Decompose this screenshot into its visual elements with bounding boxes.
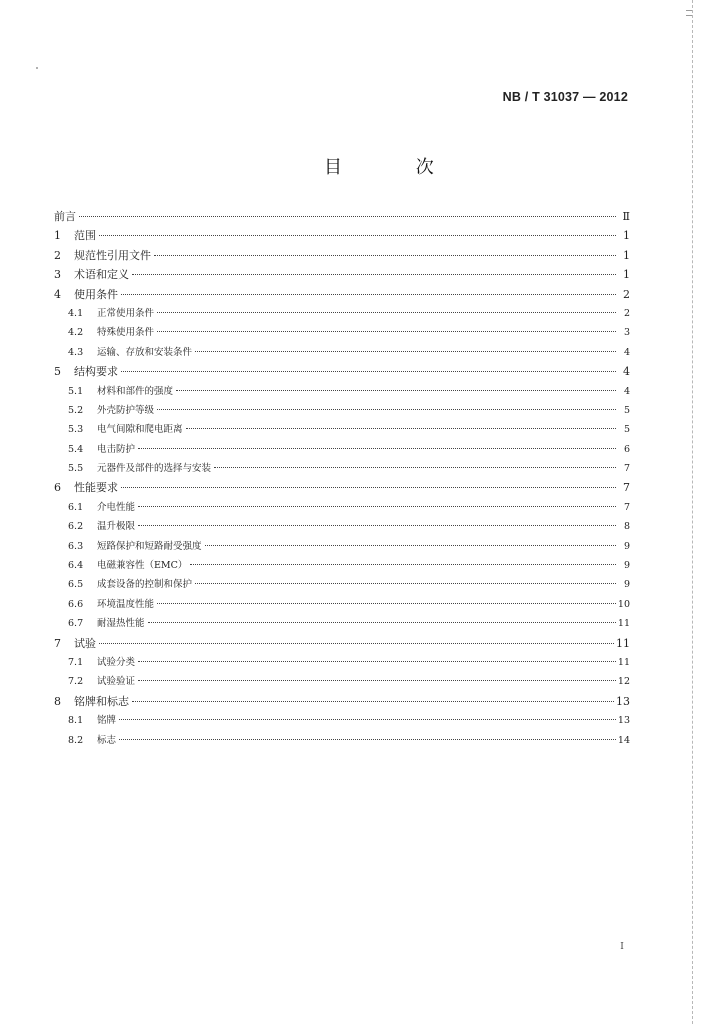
- toc-entry-page: 13: [617, 715, 630, 727]
- toc-dot-leader: [121, 294, 616, 295]
- toc-entry-number: 7.1: [68, 656, 84, 668]
- toc-entry-page: 6: [623, 443, 630, 455]
- toc-entry-number: 5: [54, 365, 61, 379]
- toc-entry-title: 前言: [54, 210, 76, 223]
- toc-entry-title: 铭牌: [97, 715, 117, 727]
- toc-entry-page: 10: [617, 598, 630, 610]
- toc-entry: [54, 343, 630, 362]
- scan-speck: [36, 67, 38, 69]
- toc-dot-leader: [119, 719, 616, 720]
- toc-dot-leader: [138, 448, 616, 449]
- toc-entry-number: 4.2: [68, 327, 84, 339]
- toc-entry-page: Ⅱ: [622, 210, 630, 223]
- toc-entry-page: 12: [617, 676, 630, 688]
- toc-entry: [54, 537, 630, 556]
- toc-entry-page: 9: [623, 579, 630, 591]
- toc-entry-title: 外壳防护等级: [97, 404, 155, 416]
- toc-entry: [54, 498, 630, 517]
- toc-entry-number: 7: [54, 636, 61, 650]
- toc-dot-leader: [138, 661, 616, 662]
- toc-entry-title: 成套设备的控制和保护: [97, 579, 193, 591]
- toc-entry-page: 5: [623, 424, 630, 436]
- toc-entry-number: 6.4: [68, 560, 84, 572]
- toc-entry-page: 13: [616, 694, 630, 708]
- toc-entry-number: 5.2: [68, 404, 84, 416]
- toc-entry-number: 8: [54, 694, 61, 708]
- toc-entry-title: 特殊使用条件: [97, 327, 155, 339]
- toc-entry-number: 6.6: [68, 598, 84, 610]
- toc-dot-leader: [99, 643, 614, 644]
- toc-entry-number: 5.4: [68, 443, 84, 455]
- toc-dot-leader: [99, 235, 616, 236]
- toc-entry-page: 1: [623, 229, 630, 243]
- toc-entry-page: 9: [623, 560, 630, 572]
- toc-entry: [54, 440, 630, 459]
- toc-entry: [54, 382, 630, 401]
- toc-entry-number: 1: [54, 229, 61, 243]
- toc-entry-page: 8: [623, 521, 630, 533]
- toc-entry: [54, 265, 630, 284]
- toc-entry: [54, 692, 630, 711]
- toc-entry-number: 5.5: [68, 463, 84, 475]
- toc-entry-page: 3: [623, 327, 630, 339]
- toc-entry-number: 5.1: [68, 385, 84, 397]
- toc-entry: [54, 731, 630, 750]
- toc-dot-leader: [157, 409, 616, 410]
- toc-entry-page: 11: [617, 618, 630, 630]
- toc-entry: [54, 226, 630, 245]
- document-code: NB / T 31037 — 2012: [502, 90, 628, 104]
- toc-dot-leader: [214, 467, 616, 468]
- toc-entry-page: 9: [623, 540, 630, 552]
- toc-entry-number: 4: [54, 287, 61, 301]
- toc-entry-page: 4: [623, 346, 630, 358]
- toc-entry-title: 术语和定义: [74, 268, 129, 282]
- table-of-contents: [54, 207, 630, 750]
- toc-entry-page: 11: [617, 656, 630, 668]
- toc-entry-title: 性能要求: [74, 481, 118, 495]
- scan-edge-line: [692, 0, 693, 1024]
- toc-entry: [54, 459, 630, 478]
- toc-entry-number: 6.3: [68, 540, 84, 552]
- toc-entry: [54, 517, 630, 536]
- corner-mark: [686, 10, 692, 16]
- toc-entry-page: 14: [617, 734, 630, 746]
- toc-entry-number: 6: [54, 481, 61, 495]
- toc-entry-title: 材料和部件的强度: [97, 385, 174, 397]
- toc-dot-leader: [205, 545, 616, 546]
- toc-entry-page: 7: [623, 501, 630, 513]
- toc-entry-title: 介电性能: [97, 501, 136, 513]
- toc-dot-leader: [138, 525, 616, 526]
- toc-entry: [54, 478, 630, 497]
- toc-entry-number: 8.1: [68, 715, 84, 727]
- toc-dot-leader: [157, 331, 616, 332]
- toc-entry-page: 4: [623, 385, 630, 397]
- toc-entry-number: 6.2: [68, 521, 84, 533]
- toc-entry-title: 范围: [74, 229, 96, 243]
- toc-entry-title: 结构要求: [74, 365, 118, 379]
- page-number: I: [620, 942, 624, 952]
- toc-dot-leader: [121, 371, 616, 372]
- toc-entry: [54, 304, 630, 323]
- toc-dot-leader: [190, 564, 616, 565]
- toc-entry: [54, 575, 630, 594]
- toc-entry-title: 电磁兼容性（EMC）: [97, 560, 188, 572]
- toc-entry-title: 使用条件: [74, 287, 118, 301]
- toc-dot-leader: [138, 506, 616, 507]
- toc-entry: [54, 401, 630, 420]
- toc-entry: [54, 285, 630, 304]
- toc-dot-leader: [176, 390, 616, 391]
- toc-entry-title: 元器件及部件的选择与安装: [97, 463, 212, 475]
- toc-entry: [54, 653, 630, 672]
- toc-entry-title: 耐湿热性能: [97, 618, 145, 630]
- toc-entry-title: 正常使用条件: [97, 307, 155, 319]
- toc-entry-title: 标志: [97, 734, 117, 746]
- toc-entry-number: 5.3: [68, 424, 84, 436]
- toc-entry-number: 4.1: [68, 307, 84, 319]
- toc-dot-leader: [119, 739, 616, 740]
- toc-entry-number: 7.2: [68, 676, 84, 688]
- toc-title: 目 次: [324, 157, 468, 178]
- toc-entry-page: 7: [623, 481, 630, 495]
- toc-entry-title: 温升极限: [97, 521, 136, 533]
- toc-dot-leader: [195, 351, 616, 352]
- toc-entry-number: 6.7: [68, 618, 84, 630]
- toc-entry-page: 1: [623, 268, 630, 282]
- toc-dot-leader: [195, 583, 616, 584]
- toc-dot-leader: [132, 701, 614, 702]
- toc-dot-leader: [138, 680, 616, 681]
- toc-entry: [54, 246, 630, 265]
- toc-dot-leader: [79, 216, 616, 217]
- toc-dot-leader: [154, 255, 616, 256]
- toc-entry-number: 4.3: [68, 346, 84, 358]
- toc-entry: [54, 556, 630, 575]
- toc-entry-page: 5: [623, 404, 630, 416]
- toc-dot-leader: [132, 274, 616, 275]
- toc-entry-number: 2: [54, 248, 61, 262]
- toc-entry-title: 电气间隙和爬电距离: [97, 424, 183, 436]
- toc-entry: [54, 323, 630, 342]
- toc-entry-title: 试验验证: [97, 676, 136, 688]
- toc-entry-page: 2: [623, 307, 630, 319]
- toc-entry-title: 试验: [74, 636, 96, 650]
- toc-entry-number: 6.5: [68, 579, 84, 591]
- toc-entry-page: 4: [623, 365, 630, 379]
- toc-entry-title: 短路保护和短路耐受强度: [97, 540, 202, 552]
- toc-entry-title: 环境温度性能: [97, 598, 155, 610]
- toc-entry-title: 铭牌和标志: [74, 694, 129, 708]
- toc-dot-leader: [148, 622, 616, 623]
- toc-entry-number: 3: [54, 268, 61, 282]
- toc-entry-page: 11: [616, 636, 630, 650]
- toc-entry: [54, 711, 630, 730]
- toc-dot-leader: [157, 603, 616, 604]
- toc-entry-title: 规范性引用文件: [74, 248, 151, 262]
- toc-entry-title: 运输、存放和安装条件: [97, 346, 193, 358]
- toc-entry: [54, 672, 630, 691]
- toc-entry-number: 8.2: [68, 734, 84, 746]
- toc-dot-leader: [157, 312, 616, 313]
- toc-dot-leader: [121, 487, 616, 488]
- toc-dot-leader: [186, 428, 616, 429]
- toc-entry: [54, 420, 630, 439]
- toc-entry: [54, 207, 630, 226]
- toc-entry: [54, 634, 630, 653]
- toc-entry-number: 6.1: [68, 501, 84, 513]
- toc-entry-page: 1: [623, 248, 630, 262]
- toc-entry: [54, 595, 630, 614]
- toc-entry-title: 试验分类: [97, 656, 136, 668]
- toc-entry: [54, 614, 630, 633]
- toc-entry-title: 电击防护: [97, 443, 136, 455]
- toc-entry: [54, 362, 630, 381]
- toc-entry-page: 7: [623, 463, 630, 475]
- toc-entry-page: 2: [623, 287, 630, 301]
